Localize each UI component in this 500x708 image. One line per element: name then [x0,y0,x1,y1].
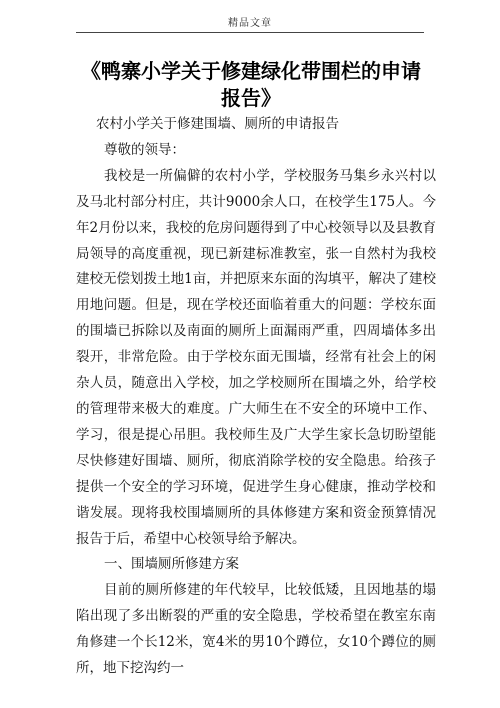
document-body [76,112,436,682]
document-title: 《鸭寨小学关于修建绿化带围栏的申请报告》 [81,59,421,110]
page-header [0,0,500,40]
section-heading: 一、围墙厕所修建方案 [104,556,239,573]
header-divider [76,32,424,33]
body-paragraph: 我校是一所偏僻的农村小学，学校服务马集乡永兴村以及马北村部分村庄，共计9000余人口，在校学生175人。今年2月份以来，我校的危房问题得到了中心校领导以及县教育局领导的高度重视，现已新建标准教室，张一自然村为我校建校无偿划拨土地1亩，并把原来东面的沟填平，解决了建校用地问题。但是，现在学校还面临着重大的问题：学校东面的围墙已拆除以及南面的厕所上面漏雨严重，四周墙体多出裂开，非常危险。由于学校东面无围墙，经常有社会上的闲杂人员，随意出入学校，加之学校厕所在围墙之外，给学校的管理带来极大的难度。广大师生在不安全的环境中工作、学习，很是提心吊胆。我校师生及广大学生家长急切盼望能尽快修建好围墙、厕所，彻底消除学校的安全隐患。给孩子提供一个安全的学习环境，促进学生身心健康，推动学校和谐发展。现将我校围墙厕所的具体修建方案和资金预算情况报告于后，希望中心校领导给予解决。 [76,167,436,547]
section-paragraph: 目前的厕所修建的年代较早，比较低矮，且因地基的塌陷出现了多出断裂的严重的安全隐患，学校希望在教室东南角修建一个长12米，宽4米的男10个蹲位，女10个蹲位的厕所，地下挖沟约一 [76,582,436,677]
salutation: 尊敬的领导： [104,141,185,158]
header-text: 精品文章 [228,18,272,29]
subject-line: 农村小学关于修建围墙、厕所的申请报告 [96,116,339,132]
